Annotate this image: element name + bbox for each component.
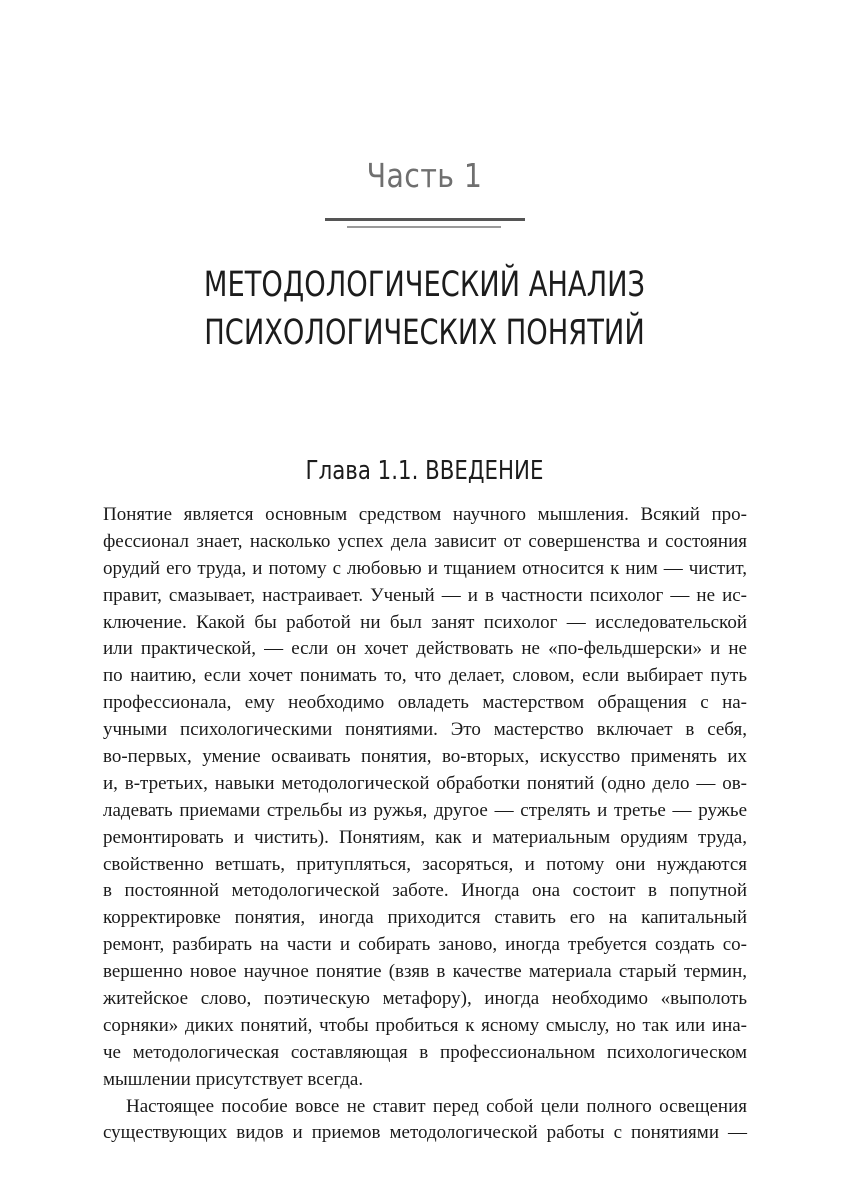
body-line: или практической, — если он хочет действовать не «по-фельдшерски» и не xyxy=(103,638,747,660)
body-line: и, в-третьих, навыки методологической обработки понятий (одно дело — ов- xyxy=(103,772,747,794)
body-line: ремонтировать и чистить). Понятиям, как и материальным орудиям труда, xyxy=(103,826,747,848)
body-line: профессионала, ему необходимо овладеть мастерством обращения с на- xyxy=(103,692,747,714)
decorative-rule-bottom xyxy=(347,226,501,228)
body-line: вершенно новое научное понятие (взяв в качестве материала старый термин, xyxy=(103,961,747,983)
decorative-rule-top xyxy=(325,218,525,221)
body-line: ладевать приемами стрельбы из ружья, другое — стрелять и третье — ружье xyxy=(103,799,747,821)
body-line: Настоящее пособие вовсе не ставит перед собой цели полного освещения xyxy=(126,1095,747,1117)
body-text xyxy=(103,502,747,1147)
chapter-title: Глава 1.1. ВВЕДЕНИЕ xyxy=(305,456,544,486)
body-line: Понятие является основным средством научного мышления. Всякий про- xyxy=(103,504,747,525)
part-title-line-2: ПСИХОЛОГИЧЕСКИХ ПОНЯТИЙ xyxy=(204,313,645,353)
body-line: по наитию, если хочет понимать то, что делает, словом, если выбирает путь xyxy=(103,665,747,687)
body-line: мышлении присутствует всегда. xyxy=(103,1068,364,1090)
body-line: существующих видов и приемов методологической работы с понятиями — xyxy=(103,1122,747,1144)
body-line: орудий его труда, и потому с любовью и тщанием относится к ним — чистит, xyxy=(103,557,747,579)
body-line: фессионал знает, насколько успех дела зависит от совершенства и состояния xyxy=(103,530,747,552)
part-label: Часть 1 xyxy=(366,156,483,195)
body-line: свойственно ветшать, притупляться, засоряться, и потому они нуждаются xyxy=(103,853,747,875)
body-line: в постоянной методологической заботе. Иногда она состоит в попутной xyxy=(103,880,747,902)
part-title-line-1: МЕТОДОЛОГИЧЕСКИЙ АНАЛИЗ xyxy=(203,265,646,305)
body-line: сорняки» диких понятий, чтобы пробиться к ясному смыслу, но так или ина- xyxy=(103,1014,747,1036)
body-line: во-первых, умение осваивать понятия, во-вторых, искусство применять их xyxy=(103,746,747,768)
body-line: корректировке понятия, иногда приходится ставить его на капитальный xyxy=(103,907,747,929)
body-line: учными психологическими понятиями. Это мастерство включает в себя, xyxy=(103,719,747,741)
body-line: че методологическая составляющая в профессиональном психологическом xyxy=(103,1041,747,1063)
body-line: ключение. Какой бы работой ни был занят психолог — исследовательской xyxy=(103,611,747,633)
body-line: правит, смазывает, настраивает. Ученый — и в частности психолог — не ис- xyxy=(103,584,747,606)
body-line: ремонт, разбирать на части и собирать заново, иногда требуется создать со- xyxy=(103,934,747,956)
body-line: житейское слово, поэтическую метафору), иногда необходимо «выполоть xyxy=(103,988,747,1010)
